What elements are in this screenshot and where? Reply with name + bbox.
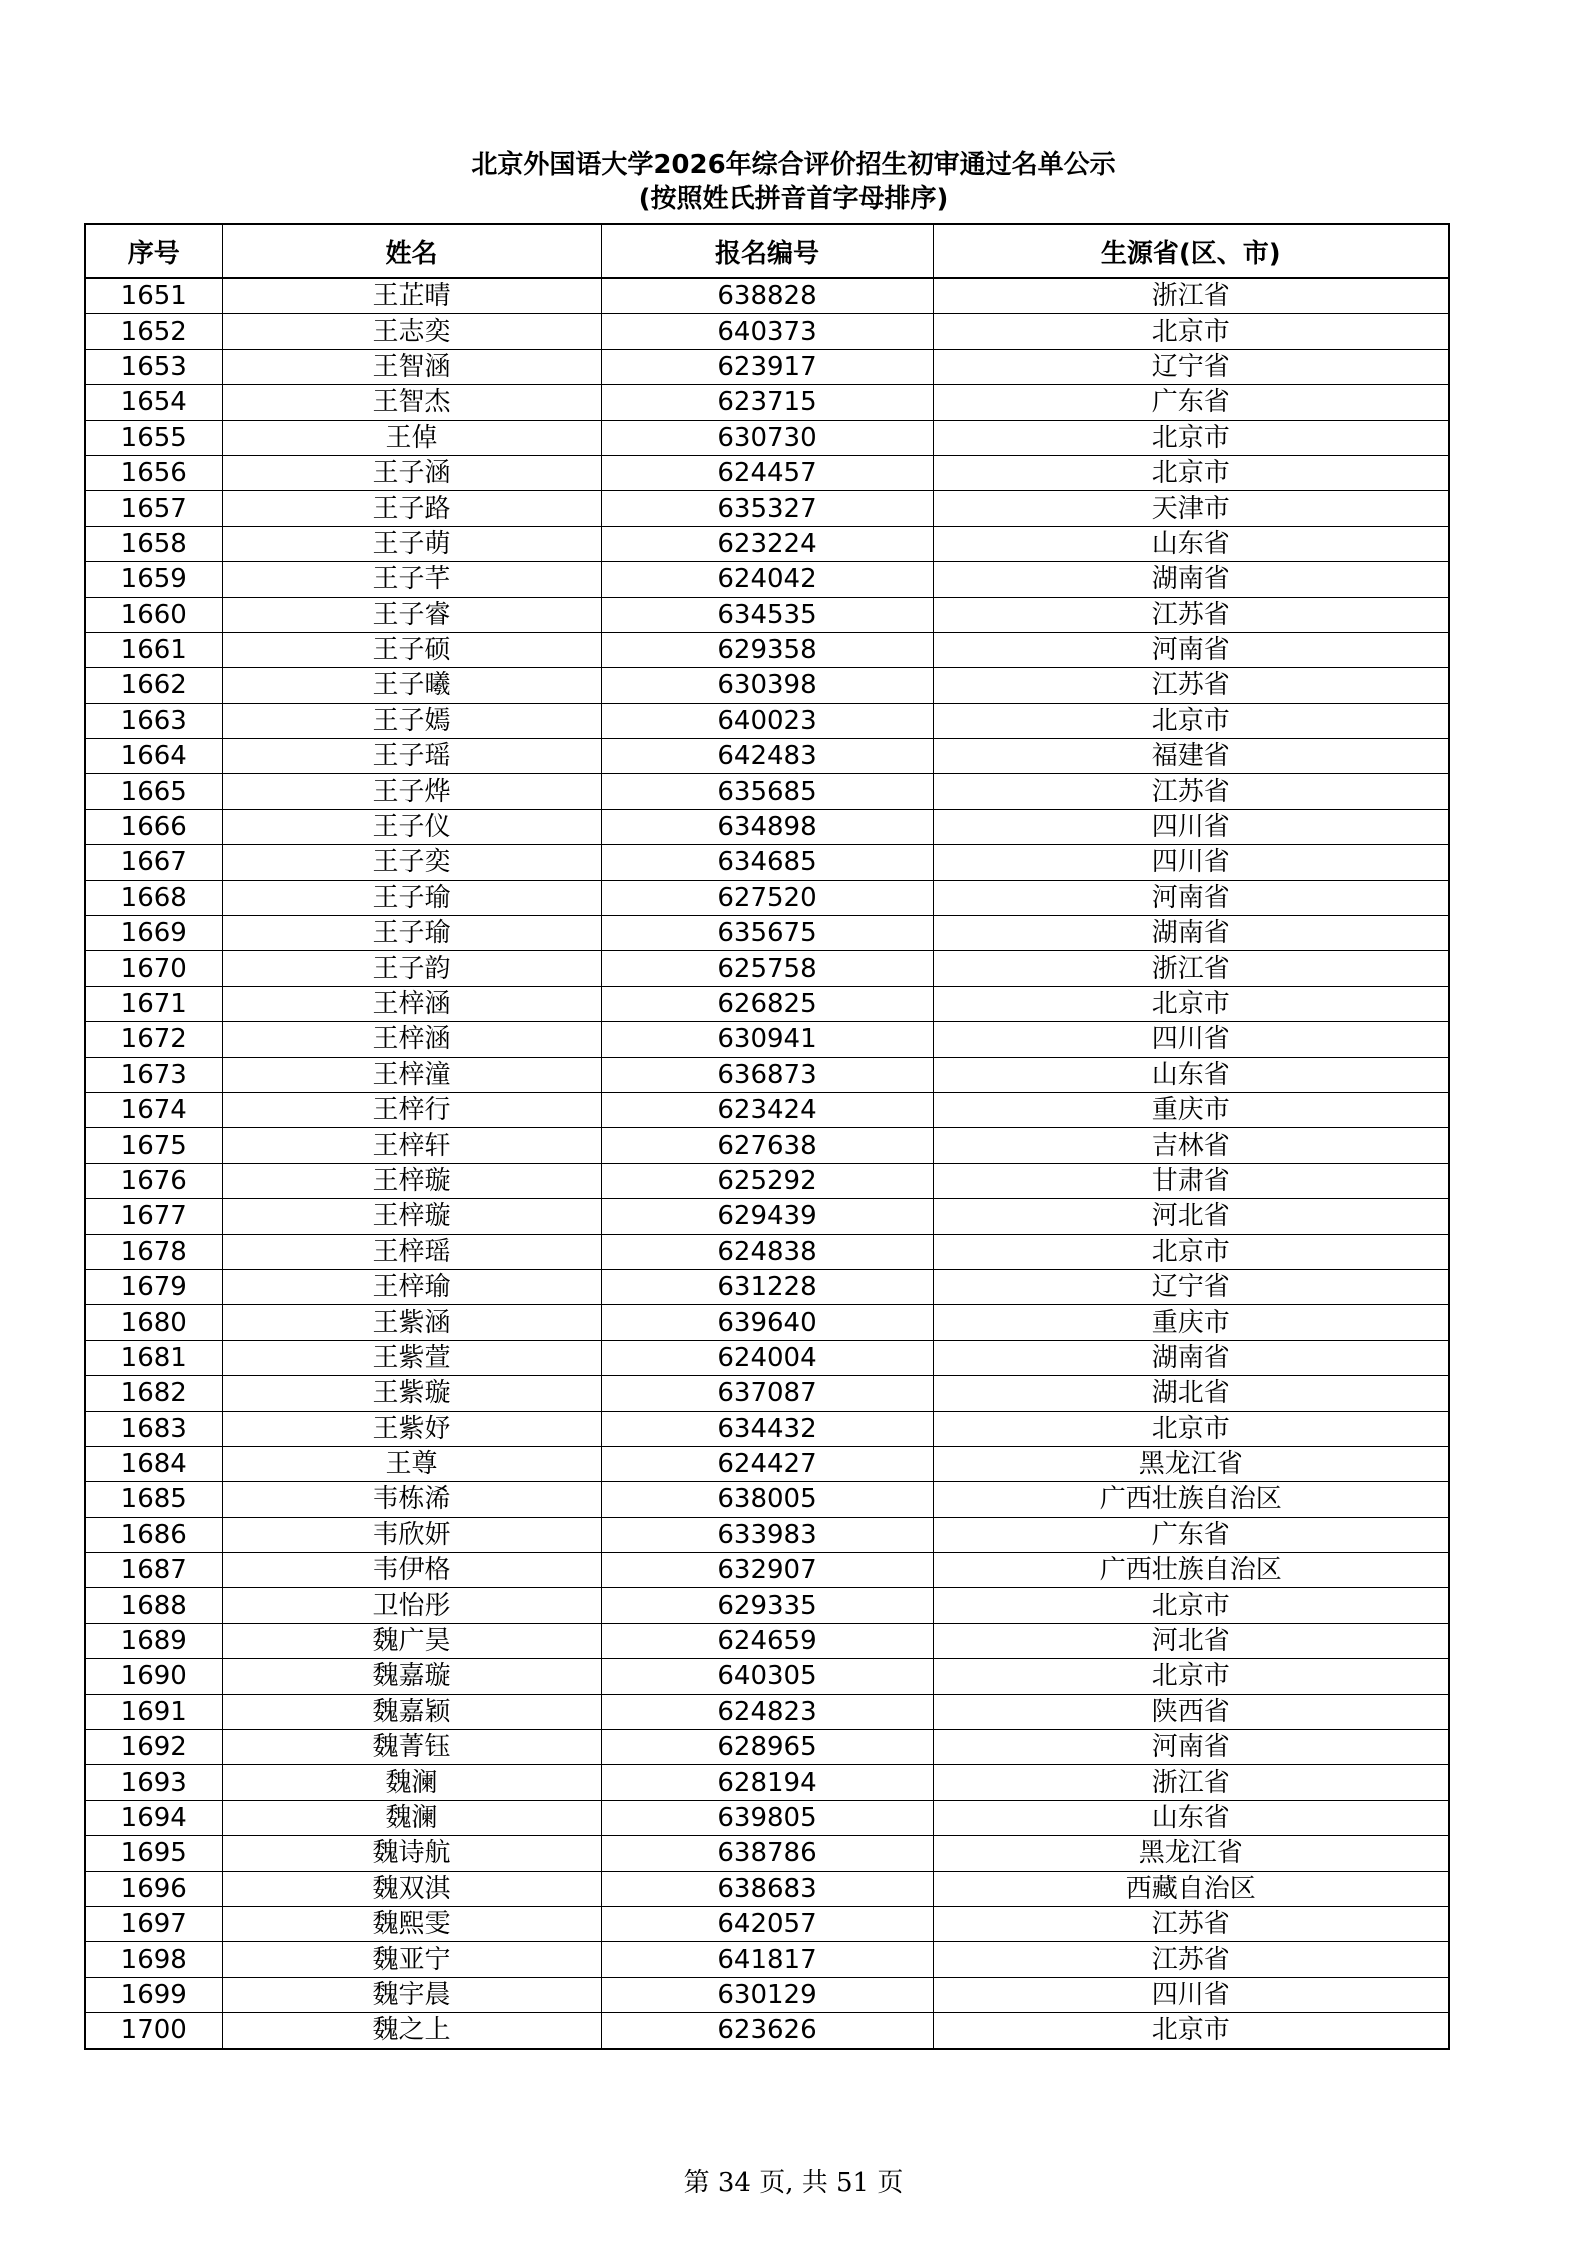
cell-reg-no: 626825 bbox=[601, 986, 933, 1021]
table-row bbox=[85, 739, 1449, 774]
table-row bbox=[85, 526, 1449, 561]
cell-province: 广西壮族自治区 bbox=[933, 1482, 1449, 1517]
cell-seq: 1678 bbox=[85, 1234, 222, 1269]
cell-seq: 1695 bbox=[85, 1836, 222, 1871]
cell-province: 浙江省 bbox=[933, 951, 1449, 986]
cell-seq: 1684 bbox=[85, 1446, 222, 1481]
cell-reg-no: 641817 bbox=[601, 1942, 933, 1977]
cell-name: 魏熙雯 bbox=[222, 1906, 601, 1941]
cell-province: 河北省 bbox=[933, 1623, 1449, 1658]
cell-province: 北京市 bbox=[933, 703, 1449, 738]
table-row bbox=[85, 703, 1449, 738]
cell-name: 韦伊格 bbox=[222, 1553, 601, 1588]
column-header-province: 生源省(区、市) bbox=[933, 224, 1449, 278]
cell-seq: 1699 bbox=[85, 1977, 222, 2012]
cell-name: 王智杰 bbox=[222, 385, 601, 420]
cell-reg-no: 627638 bbox=[601, 1128, 933, 1163]
table-row bbox=[85, 1269, 1449, 1304]
cell-seq: 1696 bbox=[85, 1871, 222, 1906]
cell-reg-no: 630730 bbox=[601, 420, 933, 455]
cell-reg-no: 624823 bbox=[601, 1694, 933, 1729]
cell-province: 西藏自治区 bbox=[933, 1871, 1449, 1906]
cell-reg-no: 625758 bbox=[601, 951, 933, 986]
cell-seq: 1676 bbox=[85, 1163, 222, 1198]
cell-name: 王梓瑶 bbox=[222, 1234, 601, 1269]
table-row bbox=[85, 1623, 1449, 1658]
cell-seq: 1662 bbox=[85, 668, 222, 703]
cell-province: 北京市 bbox=[933, 986, 1449, 1021]
cell-province: 河南省 bbox=[933, 1730, 1449, 1765]
cell-reg-no: 624659 bbox=[601, 1623, 933, 1658]
table-row bbox=[85, 420, 1449, 455]
cell-province: 山东省 bbox=[933, 1057, 1449, 1092]
cell-seq: 1683 bbox=[85, 1411, 222, 1446]
column-header-seq: 序号 bbox=[85, 224, 222, 278]
cell-seq: 1688 bbox=[85, 1588, 222, 1623]
cell-seq: 1687 bbox=[85, 1553, 222, 1588]
cell-name: 魏之上 bbox=[222, 2013, 601, 2049]
cell-seq: 1670 bbox=[85, 951, 222, 986]
cell-province: 天津市 bbox=[933, 491, 1449, 526]
cell-province: 江苏省 bbox=[933, 774, 1449, 809]
cell-seq: 1666 bbox=[85, 809, 222, 844]
cell-reg-no: 623424 bbox=[601, 1092, 933, 1127]
document-subtitle: (按照姓氏拼音首字母排序) bbox=[638, 184, 949, 214]
cell-seq: 1665 bbox=[85, 774, 222, 809]
cell-name: 王子芊 bbox=[222, 562, 601, 597]
cell-name: 王子涵 bbox=[222, 455, 601, 490]
table-row bbox=[85, 1694, 1449, 1729]
cell-reg-no: 642057 bbox=[601, 1906, 933, 1941]
cell-province: 河南省 bbox=[933, 632, 1449, 667]
cell-province: 辽宁省 bbox=[933, 1269, 1449, 1304]
cell-seq: 1686 bbox=[85, 1517, 222, 1552]
table-row bbox=[85, 1057, 1449, 1092]
table-row bbox=[85, 1305, 1449, 1340]
cell-name: 王梓行 bbox=[222, 1092, 601, 1127]
cell-reg-no: 638683 bbox=[601, 1871, 933, 1906]
cell-province: 广西壮族自治区 bbox=[933, 1553, 1449, 1588]
cell-seq: 1660 bbox=[85, 597, 222, 632]
page-number: 第 34 页, 共 51 页 bbox=[683, 2168, 904, 2198]
cell-province: 江苏省 bbox=[933, 668, 1449, 703]
table-row bbox=[85, 1765, 1449, 1800]
table-row bbox=[85, 278, 1449, 314]
table-body bbox=[85, 278, 1449, 2049]
cell-reg-no: 623917 bbox=[601, 349, 933, 384]
table-row bbox=[85, 455, 1449, 490]
cell-seq: 1698 bbox=[85, 1942, 222, 1977]
table-row bbox=[85, 314, 1449, 349]
cell-seq: 1691 bbox=[85, 1694, 222, 1729]
cell-seq: 1667 bbox=[85, 845, 222, 880]
cell-reg-no: 640023 bbox=[601, 703, 933, 738]
cell-province: 四川省 bbox=[933, 1022, 1449, 1057]
cell-seq: 1673 bbox=[85, 1057, 222, 1092]
cell-reg-no: 639805 bbox=[601, 1800, 933, 1835]
table-row bbox=[85, 1942, 1449, 1977]
cell-reg-no: 627520 bbox=[601, 880, 933, 915]
cell-seq: 1657 bbox=[85, 491, 222, 526]
cell-seq: 1689 bbox=[85, 1623, 222, 1658]
cell-province: 吉林省 bbox=[933, 1128, 1449, 1163]
cell-reg-no: 623224 bbox=[601, 526, 933, 561]
cell-reg-no: 625292 bbox=[601, 1163, 933, 1198]
cell-name: 王子曦 bbox=[222, 668, 601, 703]
cell-name: 魏菁钰 bbox=[222, 1730, 601, 1765]
cell-seq: 1669 bbox=[85, 916, 222, 951]
cell-name: 王子仪 bbox=[222, 809, 601, 844]
cell-reg-no: 635675 bbox=[601, 916, 933, 951]
cell-province: 北京市 bbox=[933, 420, 1449, 455]
cell-seq: 1674 bbox=[85, 1092, 222, 1127]
cell-seq: 1685 bbox=[85, 1482, 222, 1517]
cell-name: 韦栋浠 bbox=[222, 1482, 601, 1517]
cell-province: 湖南省 bbox=[933, 1340, 1449, 1375]
cell-reg-no: 635685 bbox=[601, 774, 933, 809]
cell-reg-no: 633983 bbox=[601, 1517, 933, 1552]
cell-reg-no: 638786 bbox=[601, 1836, 933, 1871]
cell-province: 黑龙江省 bbox=[933, 1836, 1449, 1871]
cell-name: 王梓潼 bbox=[222, 1057, 601, 1092]
cell-seq: 1654 bbox=[85, 385, 222, 420]
cell-name: 王梓涵 bbox=[222, 986, 601, 1021]
cell-reg-no: 640305 bbox=[601, 1659, 933, 1694]
cell-province: 江苏省 bbox=[933, 597, 1449, 632]
cell-name: 王子萌 bbox=[222, 526, 601, 561]
cell-name: 王梓璇 bbox=[222, 1163, 601, 1198]
table-row bbox=[85, 491, 1449, 526]
cell-seq: 1672 bbox=[85, 1022, 222, 1057]
cell-province: 四川省 bbox=[933, 845, 1449, 880]
cell-province: 北京市 bbox=[933, 314, 1449, 349]
table-row bbox=[85, 562, 1449, 597]
table-row bbox=[85, 1977, 1449, 2012]
table-row bbox=[85, 1906, 1449, 1941]
cell-name: 王子韵 bbox=[222, 951, 601, 986]
cell-name: 魏广昊 bbox=[222, 1623, 601, 1658]
cell-province: 广东省 bbox=[933, 385, 1449, 420]
cell-reg-no: 630129 bbox=[601, 1977, 933, 2012]
cell-seq: 1652 bbox=[85, 314, 222, 349]
cell-province: 浙江省 bbox=[933, 1765, 1449, 1800]
cell-name: 王志奕 bbox=[222, 314, 601, 349]
table-row bbox=[85, 349, 1449, 384]
table-row bbox=[85, 1092, 1449, 1127]
cell-province: 北京市 bbox=[933, 1234, 1449, 1269]
cell-reg-no: 632907 bbox=[601, 1553, 933, 1588]
table-row bbox=[85, 951, 1449, 986]
cell-name: 王尊 bbox=[222, 1446, 601, 1481]
cell-name: 魏诗航 bbox=[222, 1836, 601, 1871]
table-row bbox=[85, 1871, 1449, 1906]
cell-reg-no: 624838 bbox=[601, 1234, 933, 1269]
cell-province: 四川省 bbox=[933, 809, 1449, 844]
cell-reg-no: 630398 bbox=[601, 668, 933, 703]
table-row bbox=[85, 632, 1449, 667]
table-row bbox=[85, 1234, 1449, 1269]
cell-province: 江苏省 bbox=[933, 1942, 1449, 1977]
cell-reg-no: 634898 bbox=[601, 809, 933, 844]
cell-province: 湖南省 bbox=[933, 916, 1449, 951]
cell-seq: 1697 bbox=[85, 1906, 222, 1941]
table-row bbox=[85, 1836, 1449, 1871]
cell-seq: 1658 bbox=[85, 526, 222, 561]
table-row bbox=[85, 916, 1449, 951]
cell-reg-no: 642483 bbox=[601, 739, 933, 774]
cell-name: 王智涵 bbox=[222, 349, 601, 384]
cell-province: 山东省 bbox=[933, 1800, 1449, 1835]
cell-name: 王紫涵 bbox=[222, 1305, 601, 1340]
cell-province: 甘肃省 bbox=[933, 1163, 1449, 1198]
cell-name: 王子硕 bbox=[222, 632, 601, 667]
cell-name: 王倬 bbox=[222, 420, 601, 455]
cell-reg-no: 639640 bbox=[601, 1305, 933, 1340]
cell-reg-no: 623626 bbox=[601, 2013, 933, 2049]
table-row bbox=[85, 1800, 1449, 1835]
cell-province: 北京市 bbox=[933, 1588, 1449, 1623]
table-row bbox=[85, 1411, 1449, 1446]
cell-seq: 1671 bbox=[85, 986, 222, 1021]
cell-seq: 1656 bbox=[85, 455, 222, 490]
cell-reg-no: 628194 bbox=[601, 1765, 933, 1800]
cell-name: 王子路 bbox=[222, 491, 601, 526]
cell-province: 江苏省 bbox=[933, 1906, 1449, 1941]
cell-reg-no: 623715 bbox=[601, 385, 933, 420]
cell-province: 北京市 bbox=[933, 1411, 1449, 1446]
cell-name: 王子奕 bbox=[222, 845, 601, 880]
cell-reg-no: 634432 bbox=[601, 1411, 933, 1446]
cell-name: 韦欣妍 bbox=[222, 1517, 601, 1552]
cell-province: 湖南省 bbox=[933, 562, 1449, 597]
cell-name: 王子瑜 bbox=[222, 880, 601, 915]
table-row bbox=[85, 597, 1449, 632]
table-row bbox=[85, 845, 1449, 880]
cell-seq: 1679 bbox=[85, 1269, 222, 1304]
table-row bbox=[85, 809, 1449, 844]
cell-reg-no: 629358 bbox=[601, 632, 933, 667]
cell-name: 王子嫣 bbox=[222, 703, 601, 738]
cell-province: 辽宁省 bbox=[933, 349, 1449, 384]
cell-seq: 1664 bbox=[85, 739, 222, 774]
table-row bbox=[85, 1482, 1449, 1517]
cell-name: 王子睿 bbox=[222, 597, 601, 632]
cell-reg-no: 634535 bbox=[601, 597, 933, 632]
cell-seq: 1677 bbox=[85, 1199, 222, 1234]
cell-province: 湖北省 bbox=[933, 1376, 1449, 1411]
cell-seq: 1690 bbox=[85, 1659, 222, 1694]
cell-seq: 1651 bbox=[85, 278, 222, 314]
table-header-row bbox=[85, 224, 1449, 278]
table-row bbox=[85, 2013, 1449, 2049]
cell-province: 黑龙江省 bbox=[933, 1446, 1449, 1481]
table-row bbox=[85, 668, 1449, 703]
table-row bbox=[85, 1163, 1449, 1198]
cell-province: 北京市 bbox=[933, 455, 1449, 490]
cell-province: 河北省 bbox=[933, 1199, 1449, 1234]
cell-province: 北京市 bbox=[933, 1659, 1449, 1694]
cell-name: 魏澜 bbox=[222, 1800, 601, 1835]
cell-province: 河南省 bbox=[933, 880, 1449, 915]
table-row bbox=[85, 385, 1449, 420]
cell-reg-no: 624004 bbox=[601, 1340, 933, 1375]
table-row bbox=[85, 1659, 1449, 1694]
cell-seq: 1675 bbox=[85, 1128, 222, 1163]
cell-name: 王紫妤 bbox=[222, 1411, 601, 1446]
cell-name: 王子瑶 bbox=[222, 739, 601, 774]
table-row bbox=[85, 1128, 1449, 1163]
cell-reg-no: 638005 bbox=[601, 1482, 933, 1517]
cell-name: 魏双淇 bbox=[222, 1871, 601, 1906]
cell-reg-no: 637087 bbox=[601, 1376, 933, 1411]
cell-reg-no: 638828 bbox=[601, 278, 933, 314]
cell-reg-no: 640373 bbox=[601, 314, 933, 349]
cell-name: 王梓涵 bbox=[222, 1022, 601, 1057]
cell-seq: 1663 bbox=[85, 703, 222, 738]
cell-province: 重庆市 bbox=[933, 1305, 1449, 1340]
cell-name: 王梓瑜 bbox=[222, 1269, 601, 1304]
cell-name: 王芷晴 bbox=[222, 278, 601, 314]
cell-name: 王紫璇 bbox=[222, 1376, 601, 1411]
table-row bbox=[85, 1517, 1449, 1552]
table-row bbox=[85, 1340, 1449, 1375]
table-row bbox=[85, 1553, 1449, 1588]
cell-seq: 1700 bbox=[85, 2013, 222, 2049]
table-row bbox=[85, 1730, 1449, 1765]
cell-province: 福建省 bbox=[933, 739, 1449, 774]
cell-reg-no: 630941 bbox=[601, 1022, 933, 1057]
cell-name: 魏澜 bbox=[222, 1765, 601, 1800]
cell-seq: 1655 bbox=[85, 420, 222, 455]
cell-province: 广东省 bbox=[933, 1517, 1449, 1552]
cell-seq: 1668 bbox=[85, 880, 222, 915]
cell-reg-no: 631228 bbox=[601, 1269, 933, 1304]
cell-name: 魏亚宁 bbox=[222, 1942, 601, 1977]
column-header-name: 姓名 bbox=[222, 224, 601, 278]
cell-province: 重庆市 bbox=[933, 1092, 1449, 1127]
table-row bbox=[85, 774, 1449, 809]
cell-reg-no: 624427 bbox=[601, 1446, 933, 1481]
cell-name: 王梓轩 bbox=[222, 1128, 601, 1163]
cell-seq: 1692 bbox=[85, 1730, 222, 1765]
cell-reg-no: 624457 bbox=[601, 455, 933, 490]
cell-seq: 1693 bbox=[85, 1765, 222, 1800]
table-row bbox=[85, 880, 1449, 915]
cell-name: 魏嘉颖 bbox=[222, 1694, 601, 1729]
cell-name: 王紫萱 bbox=[222, 1340, 601, 1375]
cell-name: 卫怡彤 bbox=[222, 1588, 601, 1623]
table-row bbox=[85, 1446, 1449, 1481]
cell-reg-no: 634685 bbox=[601, 845, 933, 880]
cell-province: 四川省 bbox=[933, 1977, 1449, 2012]
cell-seq: 1681 bbox=[85, 1340, 222, 1375]
cell-seq: 1659 bbox=[85, 562, 222, 597]
cell-seq: 1694 bbox=[85, 1800, 222, 1835]
cell-seq: 1653 bbox=[85, 349, 222, 384]
cell-reg-no: 636873 bbox=[601, 1057, 933, 1092]
table-row bbox=[85, 1022, 1449, 1057]
document-title: 北京外国语大学2026年综合评价招生初审通过名单公示 bbox=[471, 150, 1116, 180]
cell-seq: 1680 bbox=[85, 1305, 222, 1340]
cell-reg-no: 629439 bbox=[601, 1199, 933, 1234]
cell-name: 魏嘉璇 bbox=[222, 1659, 601, 1694]
table-row bbox=[85, 1199, 1449, 1234]
cell-name: 王子瑜 bbox=[222, 916, 601, 951]
admission-list-table bbox=[84, 223, 1450, 2050]
cell-seq: 1682 bbox=[85, 1376, 222, 1411]
cell-province: 浙江省 bbox=[933, 278, 1449, 314]
cell-name: 王子烨 bbox=[222, 774, 601, 809]
cell-province: 北京市 bbox=[933, 2013, 1449, 2049]
cell-seq: 1661 bbox=[85, 632, 222, 667]
cell-reg-no: 628965 bbox=[601, 1730, 933, 1765]
cell-reg-no: 624042 bbox=[601, 562, 933, 597]
cell-reg-no: 629335 bbox=[601, 1588, 933, 1623]
cell-province: 山东省 bbox=[933, 526, 1449, 561]
cell-name: 魏宇晨 bbox=[222, 1977, 601, 2012]
table-row bbox=[85, 1588, 1449, 1623]
cell-province: 陕西省 bbox=[933, 1694, 1449, 1729]
cell-name: 王梓璇 bbox=[222, 1199, 601, 1234]
cell-reg-no: 635327 bbox=[601, 491, 933, 526]
column-header-reg-no: 报名编号 bbox=[601, 224, 933, 278]
table-row bbox=[85, 1376, 1449, 1411]
table-row bbox=[85, 986, 1449, 1021]
